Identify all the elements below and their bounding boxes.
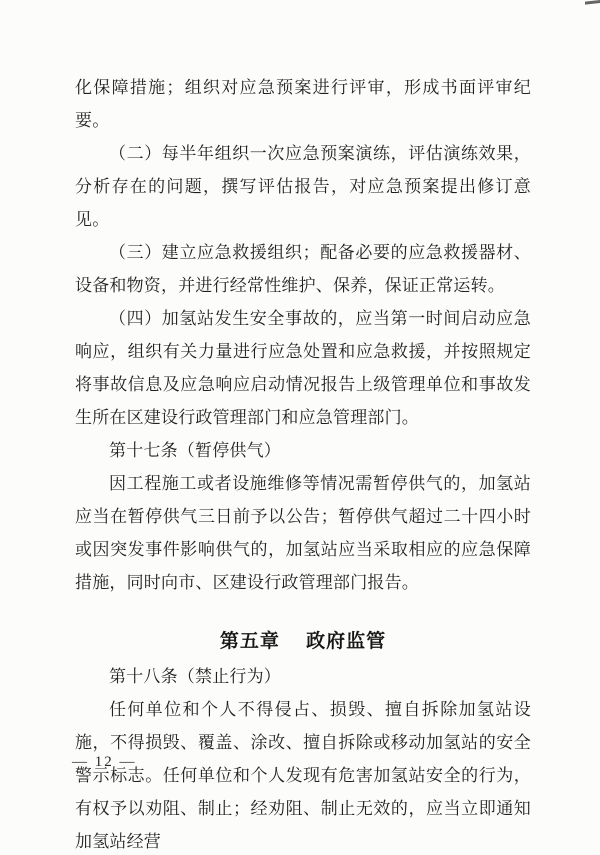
article-17-body: 因工程施工或者设施维修等情况需暂停供气的，加氢站应当在暂停供气三日前予以公告；暂停供气超过二十四小时或因突发事件影响供气的，加氢站应当采取相应的应急保障措施，同时向市、区建设行政管理部门报告。	[75, 474, 531, 592]
page-number: — 12 —	[72, 754, 137, 770]
paragraph-item-3: （三）建立应急救援组织；配备必要的应急救援器材、设备和物资，并进行经常性维护、保养，保证正常运转。	[75, 243, 531, 295]
paragraph-item-2: （二）每半年组织一次应急预案演练，评估演练效果，分析存在的问题，撰写评估报告，对应急预案提出修订意见。	[75, 144, 531, 229]
paragraph-continuation: 化保障措施；组织对应急预案进行评审，形成书面评审纪要。	[75, 78, 531, 130]
article-18-heading: 第十八条（禁止行为）	[109, 667, 281, 686]
paragraph-item-4: （四）加氢站发生安全事故的，应当第一时间启动应急响应，组织有关力量进行应急处置和应急救援，并按照规定将事故信息及应急响应启动情况报告上级管理单位和事故发生所在区建设行政管理部门和应急管理部门。	[75, 309, 531, 427]
page-text-block	[75, 71, 531, 855]
chapter-5-heading: 第五章 政府监管	[219, 631, 387, 652]
article-18-body: 任何单位和个人不得侵占、损毁、擅自拆除加氢站设施，不得损毁、覆盖、涂改、擅自拆除或移动加氢站的安全警示标志。任何单位和个人发现有危害加氢站安全的行为，有权予以劝阻、制止；经劝阻、制止无效的，应当立即通知加氢站经营	[75, 700, 531, 851]
scan-artifact-mark	[585, 0, 600, 5]
article-17-heading: 第十七条（暂停供气）	[109, 441, 281, 460]
